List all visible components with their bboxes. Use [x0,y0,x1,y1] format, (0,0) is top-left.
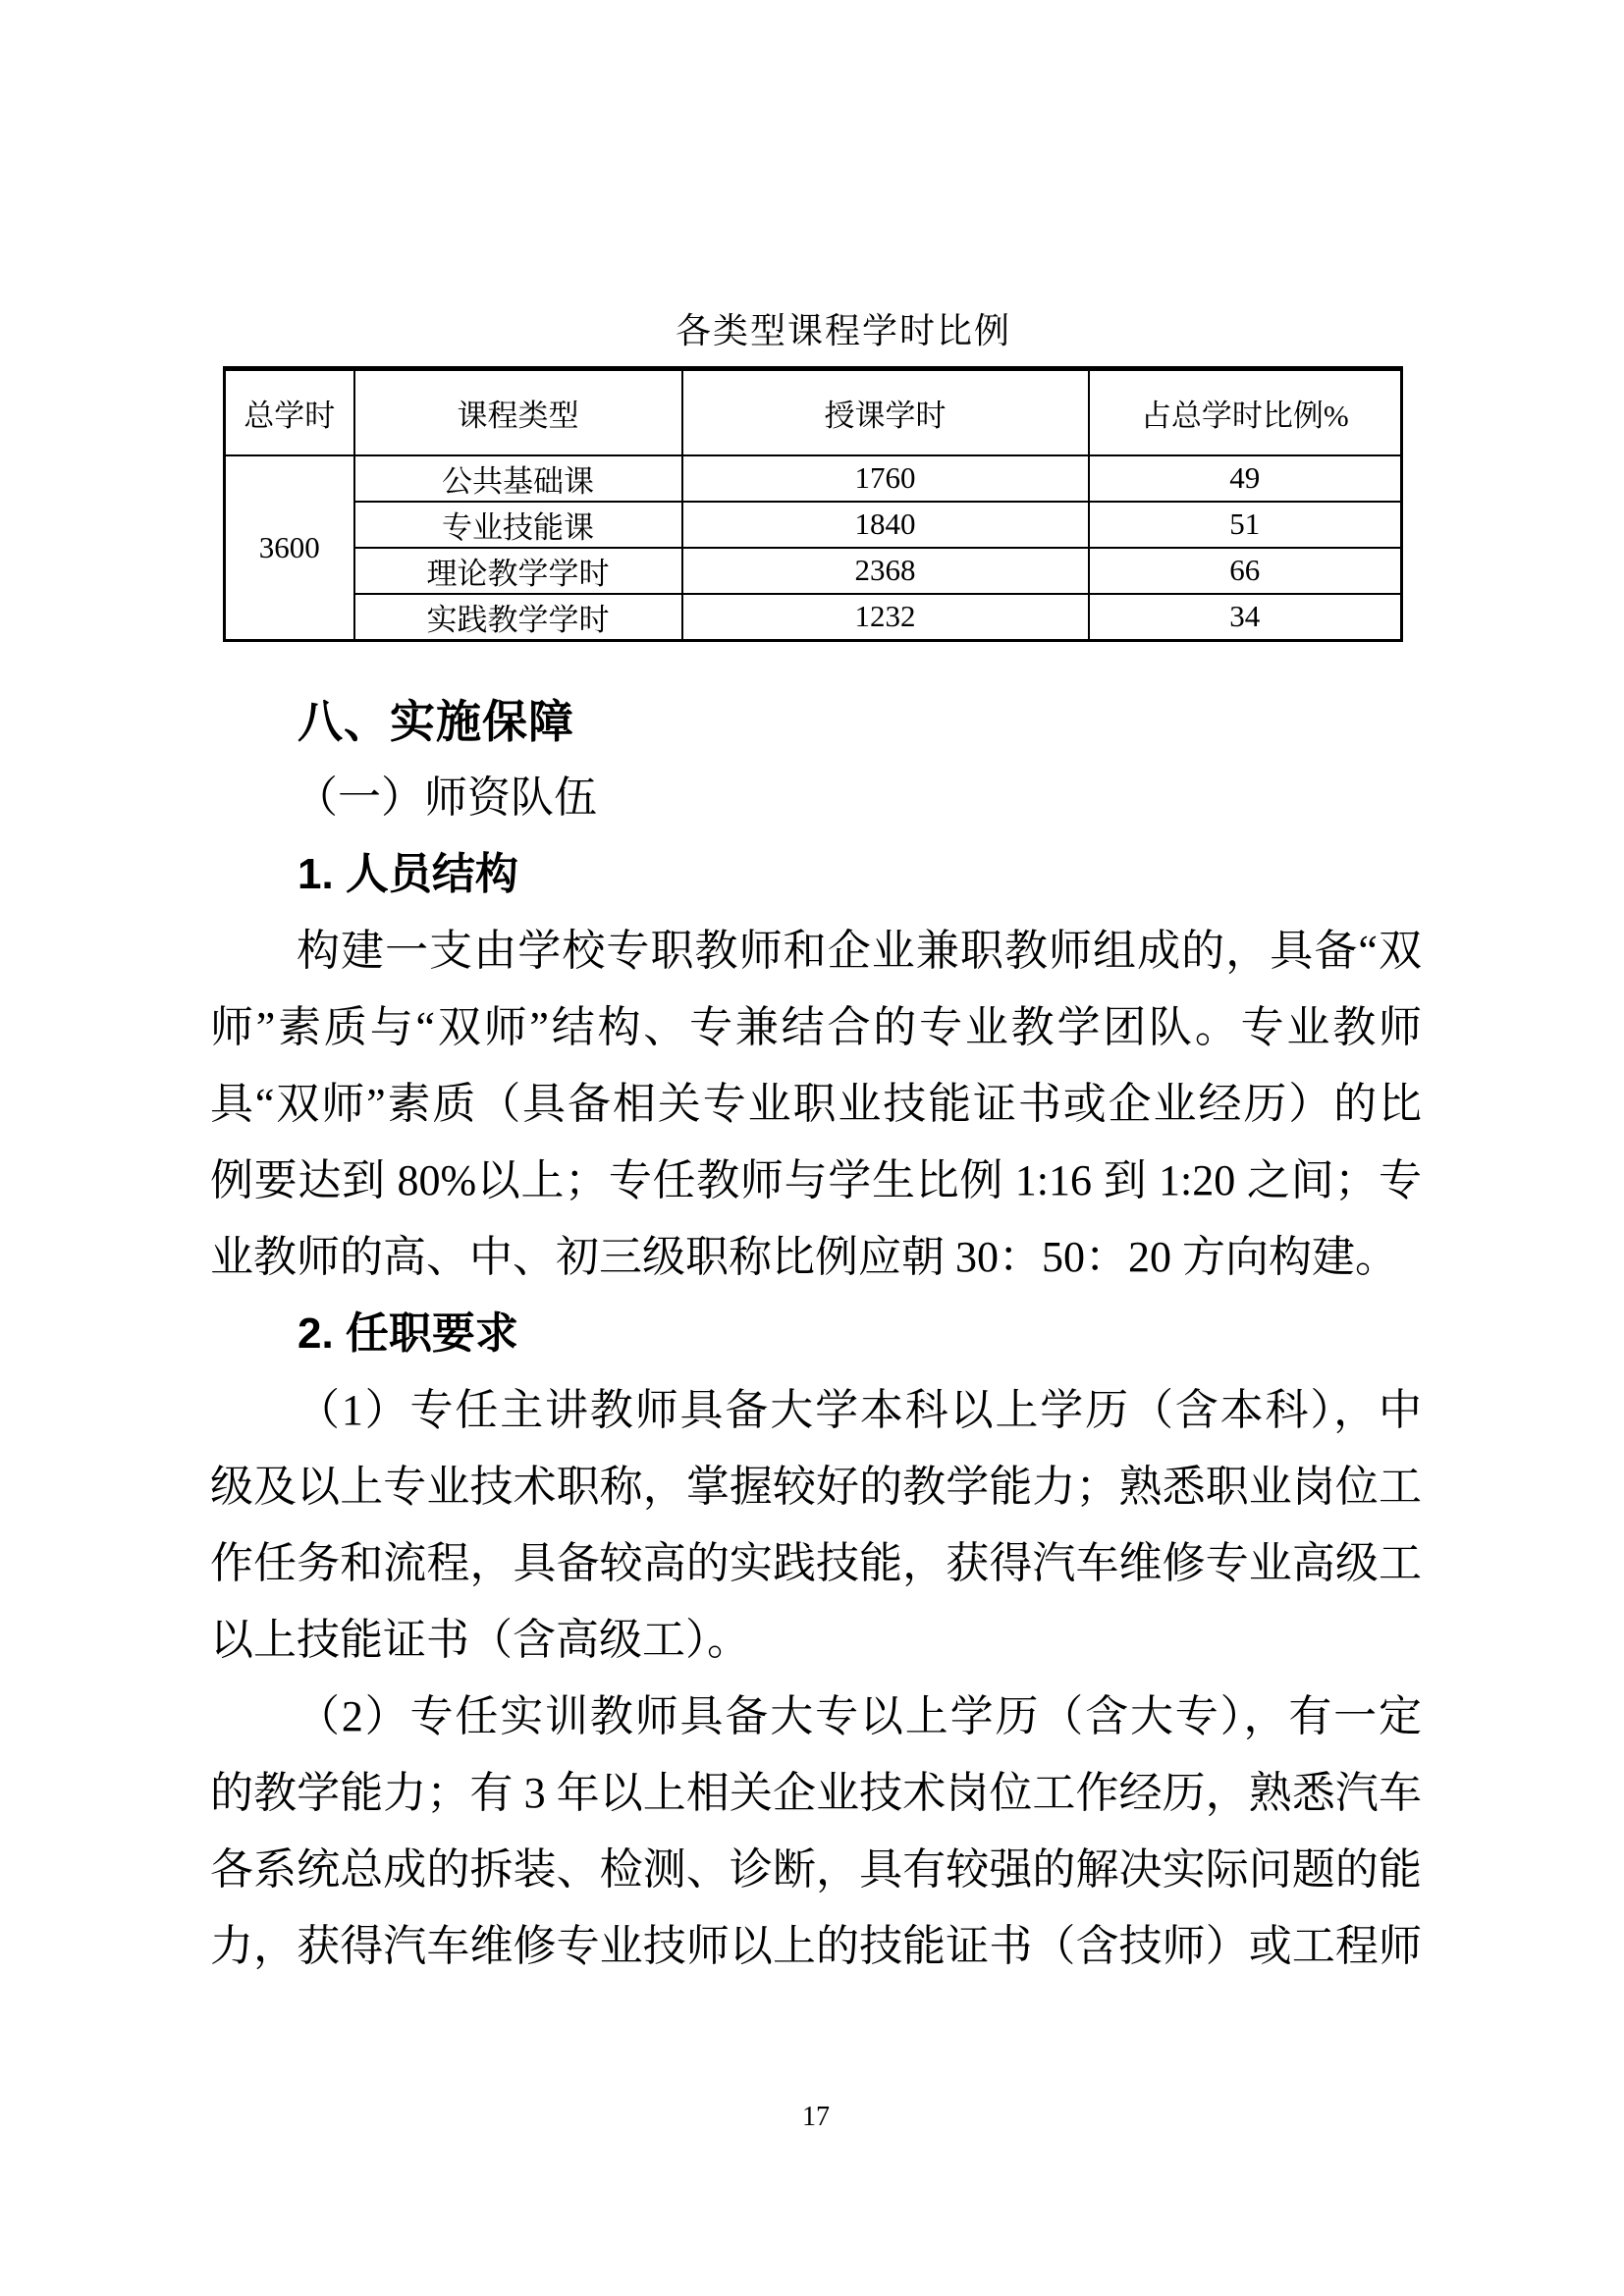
table-row [225,502,1402,548]
cell-percent: 51 [1089,502,1402,548]
paragraph-line: 具“双师”素质（具备相关专业职业技能证书或企业经历）的比 [210,1080,1422,1128]
paragraph-line: 力，获得汽车维修专业技师以上的技能证书（含技师）或工程师 [210,1922,1422,1970]
body-content [210,683,1422,1985]
cell-percent: 49 [1089,455,1402,502]
paragraph-line: 各系统总成的拆装、检测、诊断，具有较强的解决实际问题的能 [210,1845,1422,1894]
header-teaching-hours: 授课学时 [682,369,1089,455]
item-heading-personnel-structure: 1. 人员结构 [298,850,518,898]
table-title: 各类型课程学时比例 [675,311,1011,350]
section-heading-8: 八、实施保障 [298,696,574,747]
course-hours-table [223,366,1403,642]
cell-hours: 2368 [682,548,1089,594]
paragraph-line: （2）专任实训教师具备大专以上学历（含大专），有一定 [297,1692,1422,1740]
paragraph-line: 级及以上专业技术职称，掌握较好的教学能力；熟悉职业岗位工 [210,1463,1422,1511]
cell-hours: 1840 [682,502,1089,548]
paragraph-line: 构建一支由学校专职教师和企业兼职教师组成的，具备“双 [297,927,1422,975]
paragraph-requirement-2 [210,1679,1422,1985]
header-percentage: 占总学时比例% [1089,369,1402,455]
paragraph-line: 以上技能证书（含高级工）。 [210,1616,750,1664]
subsection-heading-teachers: （一）师资队伍 [295,774,597,822]
paragraph-line: 的教学能力；有 3 年以上相关企业技术岗位工作经历，熟悉汽车 [210,1769,1422,1817]
header-course-type: 课程类型 [354,369,682,455]
cell-course-type: 实践教学学时 [354,594,682,641]
paragraph-requirement-1 [210,1372,1422,1679]
cell-course-type: 专业技能课 [354,502,682,548]
header-total-hours: 总学时 [225,369,354,455]
page-number: 17 [802,2102,830,2132]
cell-hours: 1760 [682,455,1089,502]
table-row [225,455,1402,502]
paragraph-line: （1）专任主讲教师具备大学本科以上学历（含本科），中 [297,1386,1422,1434]
cell-hours: 1232 [682,594,1089,641]
table-row [225,548,1402,594]
table-header-row [225,369,1402,455]
paragraph-line: 作任务和流程，具备较高的实践技能，获得汽车维修专业高级工 [210,1539,1422,1587]
cell-course-type: 理论教学学时 [354,548,682,594]
cell-course-type: 公共基础课 [354,455,682,502]
item-heading-job-requirements: 2. 任职要求 [298,1309,518,1358]
paragraph-line: 业教师的高、中、初三级职称比例应朝 30：50：20 方向构建。 [210,1233,1398,1281]
paragraph-personnel-structure [210,913,1422,1296]
cell-percent: 34 [1089,594,1402,641]
cell-percent: 66 [1089,548,1402,594]
cell-total-hours: 3600 [225,455,354,641]
paragraph-line: 师”素质与“双师”结构、专兼结合的专业教学团队。专业教师 [210,1003,1422,1051]
table-row [225,594,1402,641]
paragraph-line: 例要达到 80%以上；专任教师与学生比例 1:16 到 1:20 之间；专 [210,1156,1422,1204]
